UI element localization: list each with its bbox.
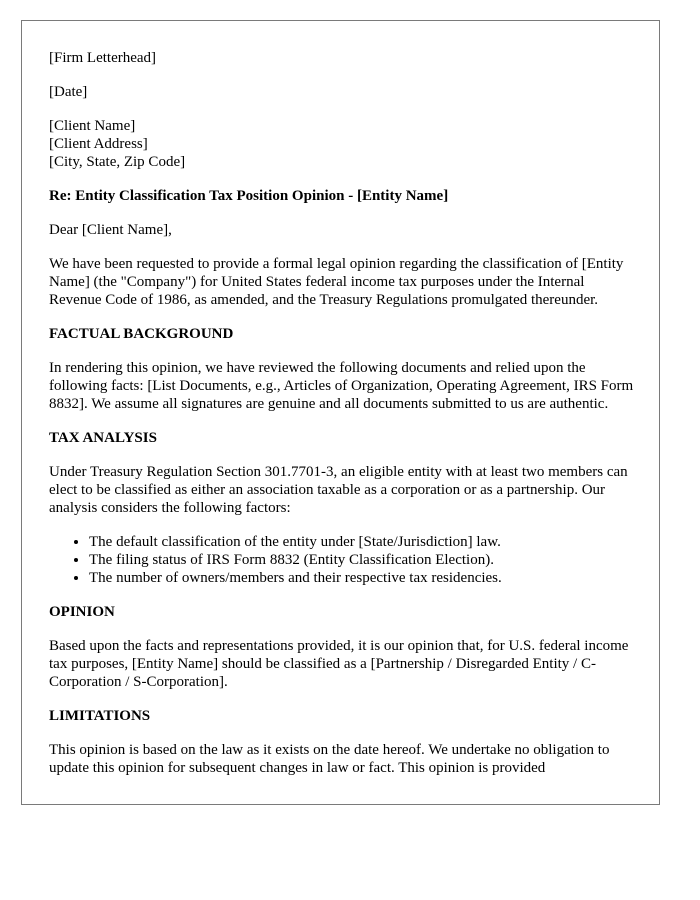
opinion-paragraph: Based upon the facts and representations provided, it is our opinion that, for U.S. federal income tax purposes, [Entity Name] should be classified as a [Partnership / Disregarded Entity / C-Corporation / S-Corporation]. — [49, 638, 629, 690]
client-name: [Client Name] — [49, 118, 136, 134]
client-city-state-zip: [City, State, Zip Code] — [49, 154, 186, 170]
client-address-block — [49, 117, 639, 171]
intro-paragraph: We have been requested to provide a formal legal opinion regarding the classification of [Entity Name] (the "Company") for United States federal income tax purposes under the Internal Revenue Code of 1986, as amended, and the Treasury Regulations promulgated thereunder. — [49, 256, 624, 308]
list-item: • The default classification of the entity under [State/Jurisdiction] law. — [89, 533, 639, 551]
client-address: [Client Address] — [49, 136, 148, 152]
opinion-heading: OPINION — [49, 604, 115, 620]
list-item: • The filing status of IRS Form 8832 (Entity Classification Election). — [89, 551, 639, 569]
factual-background-heading: FACTUAL BACKGROUND — [49, 326, 234, 342]
letter-page — [21, 20, 660, 805]
limitations-heading: LIMITATIONS — [49, 708, 151, 724]
letter-date: [Date] — [49, 84, 88, 100]
tax-analysis-paragraph: Under Treasury Regulation Section 301.7701-3, an eligible entity with at least two members can elect to be classified as either an association taxable as a corporation or as a partnership. Our analysis considers the following factors: — [49, 464, 628, 516]
limitations-paragraph: This opinion is based on the law as it exists on the date hereof. We undertake no obligation to update this opinion for subsequent changes in law or fact. This opinion is provided — [49, 742, 610, 776]
letter-content — [22, 21, 659, 777]
analysis-factors-list — [49, 533, 639, 587]
factual-background-paragraph: In rendering this opinion, we have reviewed the following documents and relied upon the following facts: [List Documents, e.g., Articles of Organization, Operating Agreement, IRS Form 8832]. We assume all signatures are genuine and all documents submitted to us are authentic. — [49, 360, 634, 412]
tax-analysis-heading: TAX ANALYSIS — [49, 430, 157, 446]
firm-letterhead: [Firm Letterhead] — [49, 50, 157, 66]
salutation: Dear [Client Name], — [49, 222, 172, 238]
re-line: Re: Entity Classification Tax Position Opinion - [Entity Name] — [49, 188, 449, 204]
list-item: • The number of owners/members and their respective tax residencies. — [89, 569, 639, 587]
